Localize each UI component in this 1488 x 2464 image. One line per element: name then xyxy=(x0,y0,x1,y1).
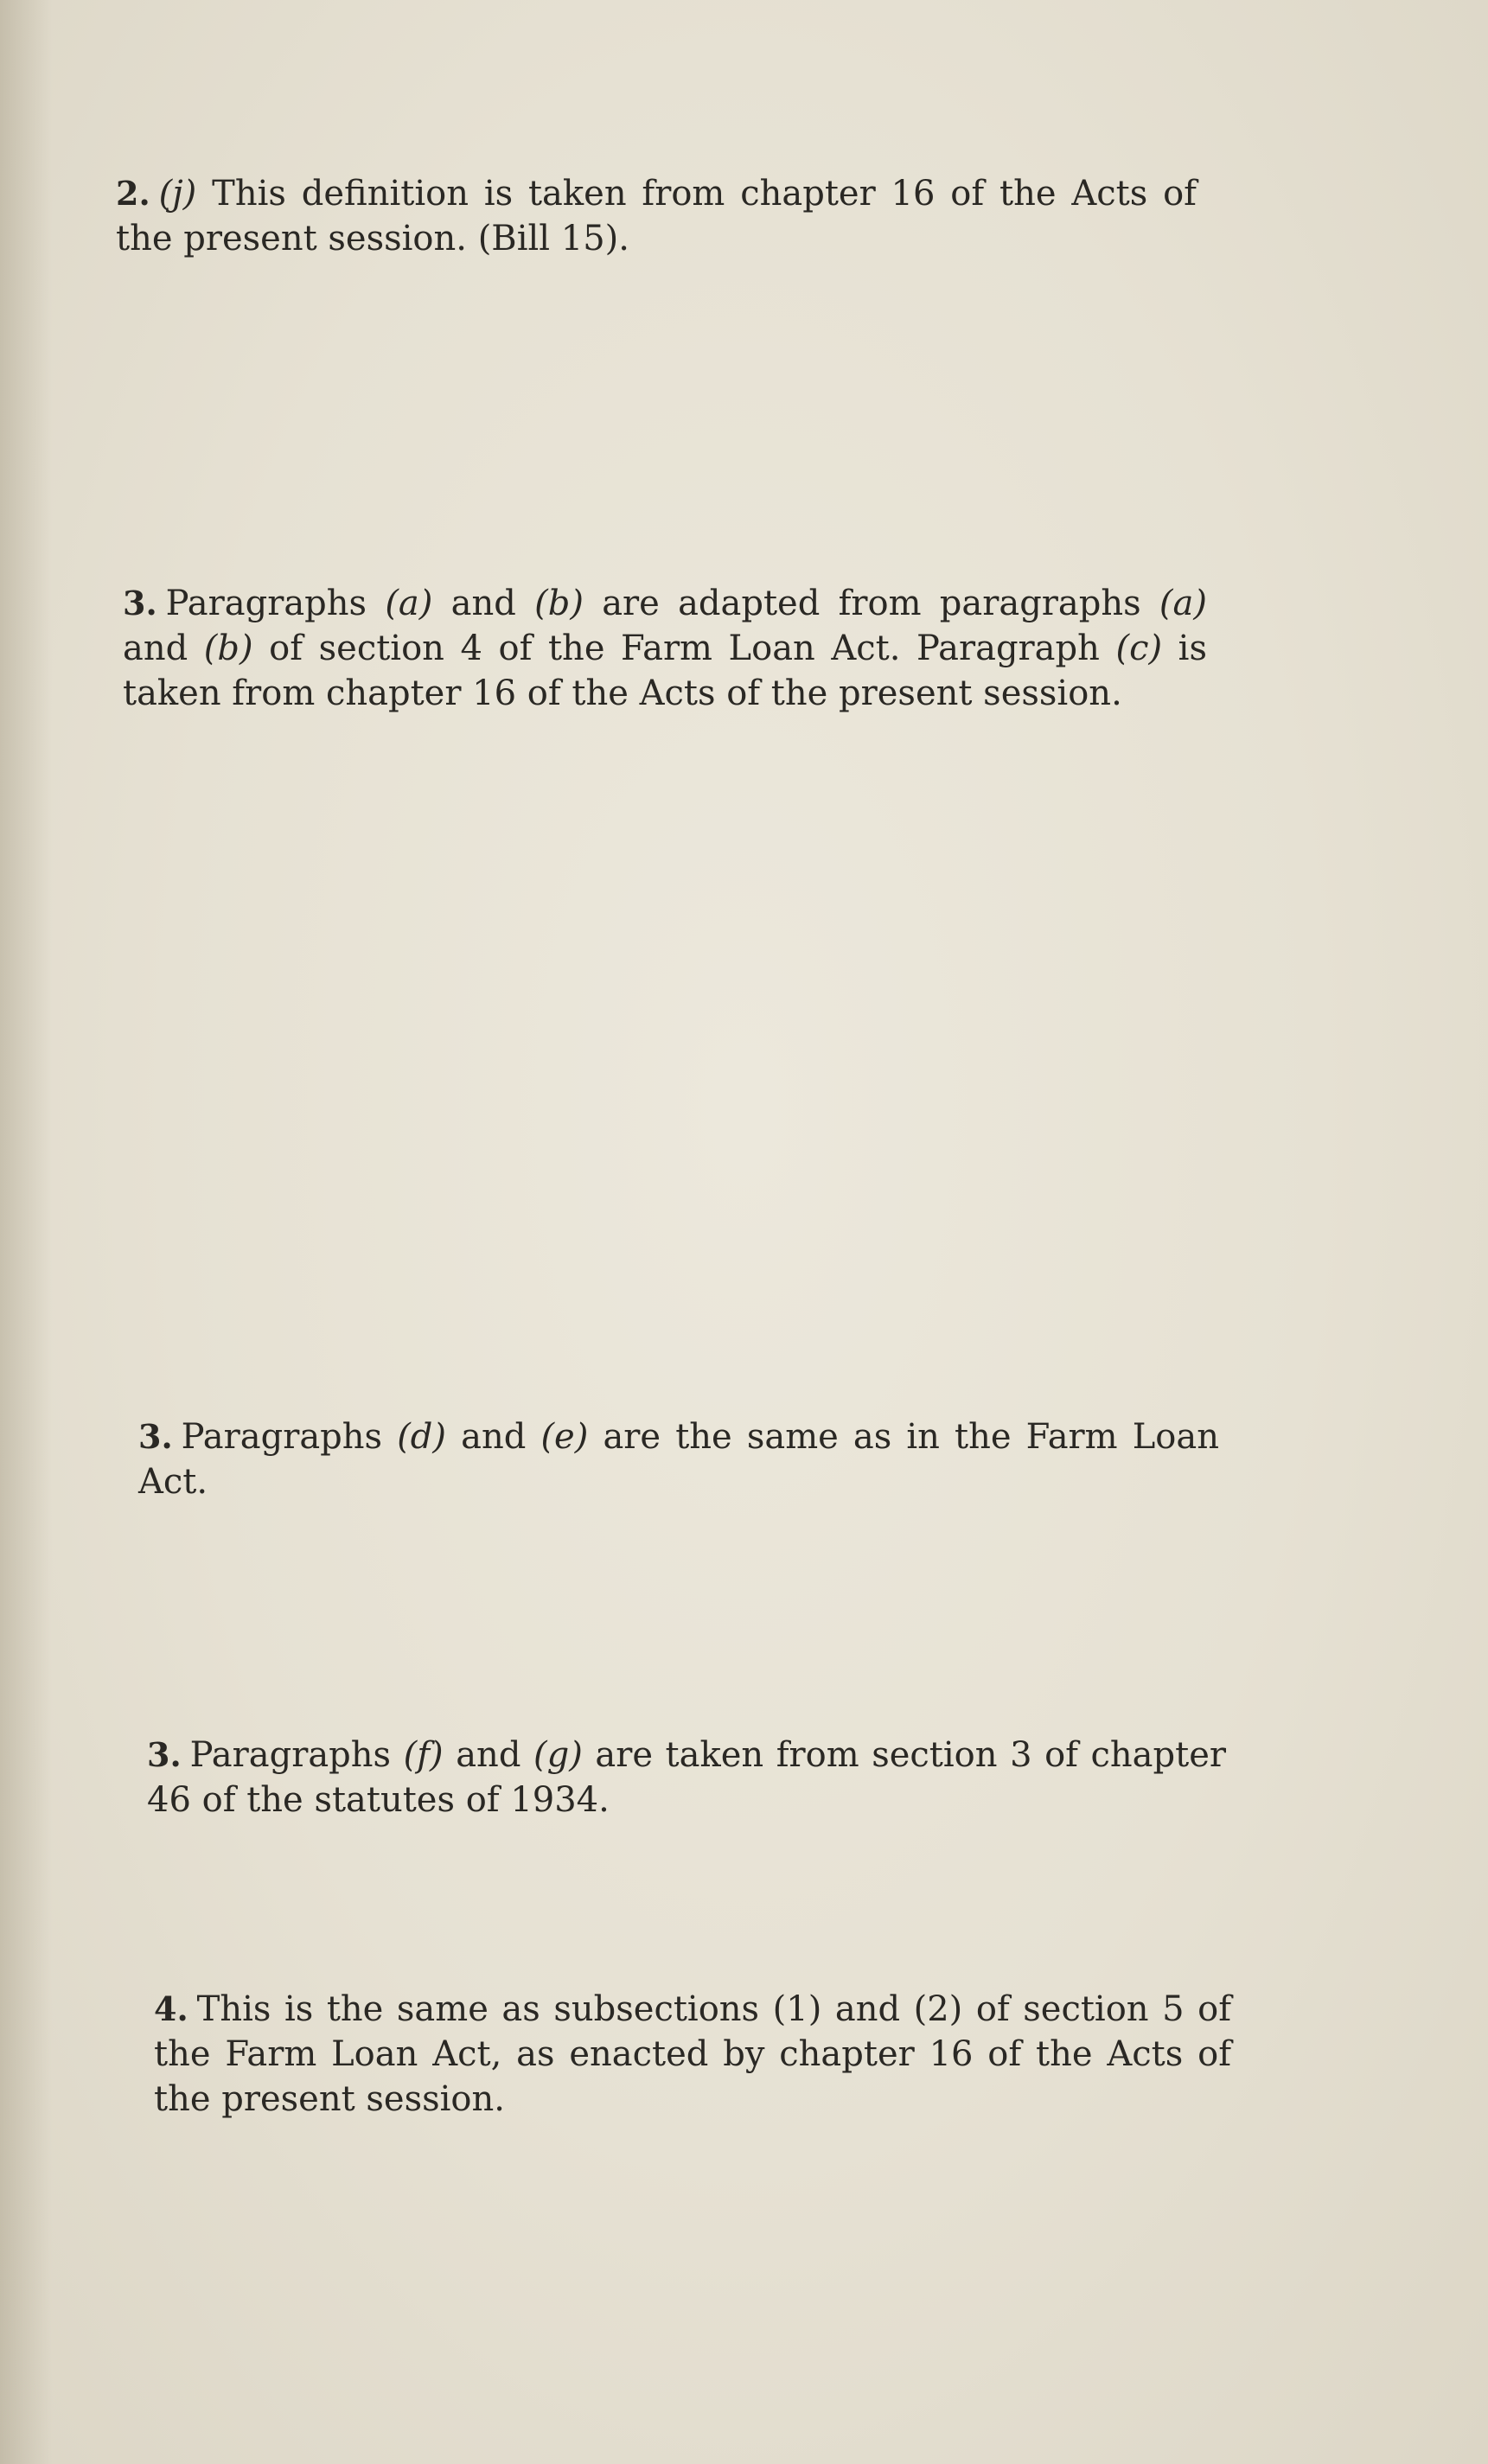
paragraph-reference: (d) xyxy=(397,1417,447,1457)
paragraph-reference: (b) xyxy=(203,629,253,668)
note-text: Paragraphs xyxy=(189,1735,404,1775)
note-text: are taken from section 3 of chapter 46 of the statutes of 1934. xyxy=(147,1735,1226,1820)
note-text: and xyxy=(432,584,535,623)
note-text: Paragraphs xyxy=(181,1417,398,1457)
paragraph-reference: (j) xyxy=(158,174,197,214)
note-text: and xyxy=(443,1735,533,1775)
paragraph-reference: (a) xyxy=(385,584,433,623)
note-number: 4. xyxy=(154,1989,188,2028)
note-number: 3. xyxy=(147,1735,182,1774)
paragraph-reference: (g) xyxy=(533,1735,583,1775)
note-definition-j xyxy=(116,171,1197,261)
paragraph-reference: (b) xyxy=(534,584,584,623)
note-text: of section 4 of the Farm Loan Act. Paragraph xyxy=(252,629,1116,668)
note-number: 2. xyxy=(116,174,150,213)
note-paragraphs-a-b-c xyxy=(123,581,1207,716)
note-paragraphs-d-e xyxy=(138,1414,1219,1504)
note-number: 3. xyxy=(123,584,157,622)
note-text: This definition is taken from chapter 16 of the Acts of the present session. (Bill 15). xyxy=(116,174,1197,259)
note-text: and xyxy=(123,629,204,668)
note-text: are the same as in the Farm Loan Act. xyxy=(138,1417,1219,1502)
paragraph-reference: (f) xyxy=(403,1735,444,1775)
paragraph-reference: (e) xyxy=(540,1417,589,1457)
note-text: Paragraphs xyxy=(165,584,386,623)
paragraph-reference: (c) xyxy=(1115,629,1163,668)
note-text: This is the same as subsections (1) and (2) of section 5 of the Farm Loan Act, as enacted by chapter 16 of the Acts of the present session. xyxy=(154,1989,1231,2119)
binding-shadow xyxy=(0,0,52,2464)
note-text: are adapted from paragraphs xyxy=(583,584,1159,623)
note-section-4 xyxy=(154,1987,1231,2122)
note-text: is taken from chapter 16 of the Acts of the present session. xyxy=(123,629,1207,713)
note-number: 3. xyxy=(138,1417,173,1456)
paragraph-reference: (a) xyxy=(1159,584,1207,623)
note-paragraphs-f-g xyxy=(147,1733,1226,1822)
note-text: and xyxy=(446,1417,541,1457)
